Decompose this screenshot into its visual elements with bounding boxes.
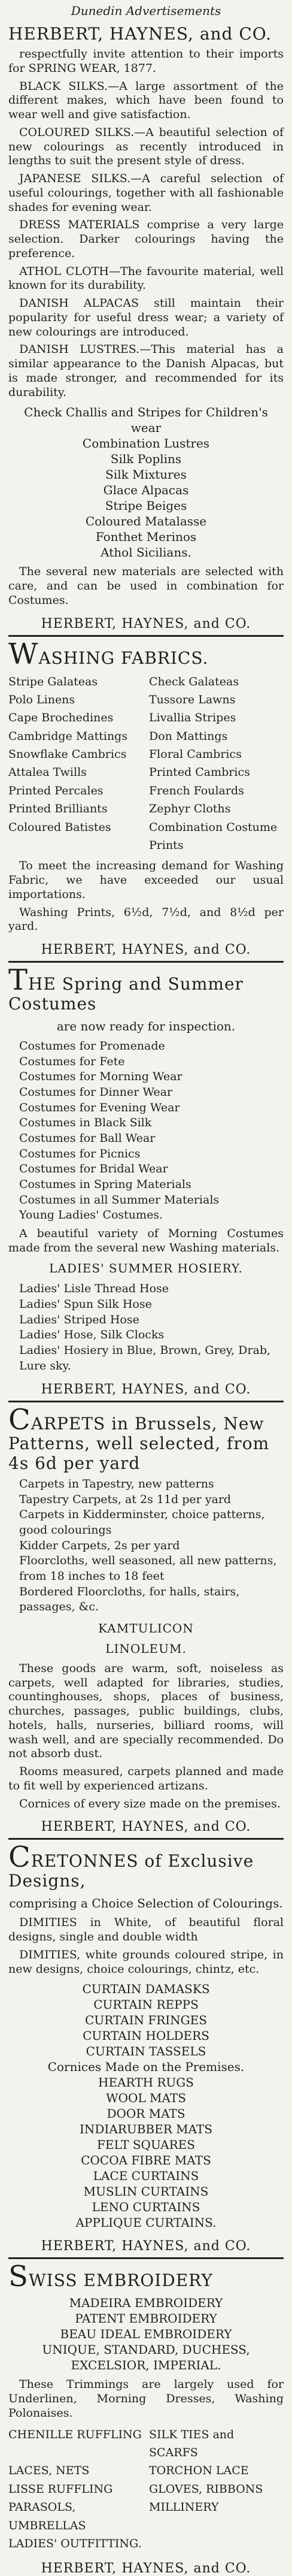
ad-3-firm: HERBERT, HAYNES, and CO. <box>41 1382 251 1398</box>
line: FELT SQUARES <box>97 2137 195 2152</box>
ad-3-title <box>8 963 284 1014</box>
ad-6-title <box>8 2260 284 2294</box>
line: Ladies' Hosiery in Blue, Brown, Grey, Drab, Lure sky. <box>19 1343 271 1372</box>
line: CURTAIN REPPS <box>93 1997 199 2012</box>
ad-1-paragraph: DANISH ALPACAS still maintain their popularity for useful dress wear; a variety of new colourings are introduced. <box>8 297 284 338</box>
divider <box>8 961 284 963</box>
line: Cornices Made on the Premises. <box>47 2060 245 2075</box>
ad-6-title-rest: WISS EMBROIDERY <box>28 2270 213 2291</box>
item: Floral Cambrics <box>149 748 242 761</box>
line: Ladies' Striped Hose <box>19 1313 139 1326</box>
line: MUSLIN CURTAINS <box>83 2184 209 2199</box>
item: Coloured Batistes <box>8 820 111 834</box>
line: COCOA FIBRE MATS <box>81 2153 211 2168</box>
ad-1-paragraph: DRESS MATERIALS comprise a very large selection. Darker colourings having the preference. <box>8 218 284 260</box>
ad-2-paragraph: Washing Prints, 6½d, 7½d, and 8½d per yard. <box>8 905 284 933</box>
line: Carpets in Tapestry, new patterns <box>19 1477 214 1491</box>
ad-6-paragraph: These Trimmings are largely used for Underlinen, Morning Dresses, Washing Polonaises. <box>8 2378 284 2420</box>
line: MADEIRA EMBROIDERY <box>69 2296 223 2311</box>
ad-4-paragraph: These goods are warm, soft, noiseless as carpets, well adapted for libraries, studies, countinghouses, shops, places of business, churches, passages, public buildings, clubs, hotels, halls, nurseries, billiard rooms, will wash well, and are specially recommended. Do not absorb dust. <box>8 1661 284 1761</box>
ad-1-paragraph: JAPANESE SILKS.—A careful selection of useful colourings, together with all fashionable shades for evening wear. <box>8 172 284 214</box>
ad-4-carpet-lines <box>8 1477 284 1615</box>
line: Costumes for Evening Wear <box>19 1100 180 1114</box>
line: Athol Sicilians. <box>101 545 191 560</box>
ad-3-subtitle: are now ready for inspection. <box>56 1019 236 1034</box>
ad-4-subhead-2: LINOLEUM. <box>105 1641 187 1656</box>
divider <box>8 1401 284 1402</box>
line: Check Challis and Stripes for Children's wear <box>24 405 268 436</box>
line: Coloured Matalasse <box>85 514 207 529</box>
divider <box>8 1838 284 1840</box>
item: Cambridge Mattings <box>8 729 128 743</box>
ad-1-title: HERBERT, HAYNES, and CO. <box>8 24 272 44</box>
ad-1-paragraphs <box>8 80 284 400</box>
line: Kidder Carpets, 2s per yard <box>19 1538 180 1552</box>
line: Costumes for Promenade <box>19 1039 165 1053</box>
item: Zephyr Cloths <box>149 802 231 816</box>
item: Tussore Lawns <box>149 693 236 706</box>
ad-5-lines <box>8 1981 284 2230</box>
line: Costumes for Picnics <box>19 1147 141 1160</box>
line: WOOL MATS <box>106 2091 186 2106</box>
ad-4-title-initial: C <box>8 1403 31 1437</box>
ad-1-center-lines <box>8 404 284 560</box>
ad-4-title <box>8 1403 284 1474</box>
line: CURTAIN DAMASKS <box>82 1982 210 1997</box>
line: Ladies' Spun Silk Hose <box>19 1297 152 1311</box>
item: Snowflake Cambrics <box>8 748 127 761</box>
ad-5-title <box>8 1840 284 1891</box>
line: Stripe Beiges <box>105 498 187 513</box>
line: Floorcloths, well seasoned, all new patterns, from 18 inches to 18 feet <box>19 1554 277 1583</box>
line: Silk Poplins <box>110 452 182 467</box>
line: LACE CURTAINS <box>93 2169 199 2184</box>
line: APPLIQUE CURTAINS. <box>75 2215 217 2230</box>
line: Silk Mixtures <box>105 467 187 482</box>
ad-1-paragraph: COLOURED SILKS.—A beautiful selection of new colourings as recently introduced in lengths to suit the present style of dress. <box>8 125 284 168</box>
line: Costumes in Black Silk <box>19 1116 152 1130</box>
item: Polo Linens <box>8 693 75 706</box>
ad-3 <box>0 963 292 1402</box>
divider <box>8 2257 284 2259</box>
item: Combination Costume Prints <box>149 820 278 852</box>
line: Costumes in Spring Materials <box>19 1177 191 1191</box>
item: LADIES' OUTFITTING. <box>8 2537 142 2551</box>
ad-4 <box>0 1403 292 1840</box>
item: LACES, NETS <box>8 2464 90 2478</box>
line: INDIARUBBER MATS <box>80 2122 212 2137</box>
item: SILK TIES and SCARFS <box>149 2427 235 2460</box>
item: Printed Brilliants <box>8 802 108 816</box>
left-column <box>8 673 143 855</box>
ad-2-title-initial: W <box>8 637 39 671</box>
ad-3-title-rest: HE Spring and Summer Costumes <box>8 974 244 1014</box>
ad-6-firm: HERBERT, HAYNES, and CO. <box>41 2561 251 2576</box>
item: French Foulards <box>149 784 244 797</box>
ad-3-paragraph: A beautiful variety of Morning Costumes made from the several new Washing materials. <box>8 1226 284 1254</box>
item: MILLINERY <box>149 2501 219 2514</box>
line: Ladies' Lisle Thread Hose <box>19 1282 169 1296</box>
line: DOOR MATS <box>107 2106 185 2121</box>
line: Fonthet Merinos <box>95 530 197 545</box>
ad-3-title-initial: T <box>8 963 29 997</box>
ad-5 <box>0 1840 292 2259</box>
line: Costumes for Bridal Wear <box>19 1162 168 1176</box>
ad-4-title-rest: ARPETS in Brussels, New Patterns, well selected, from 4s 6d per yard <box>8 1414 270 1474</box>
item: Don Mattings <box>149 729 228 743</box>
line: Tapestry Carpets, at 2s 11d per yard <box>19 1492 232 1506</box>
ad-6-title-initial: S <box>8 2260 29 2294</box>
ad-1 <box>0 24 292 637</box>
line: CURTAIN FRINGES <box>85 2013 207 2028</box>
line: BEAU IDEAL EMBROIDERY <box>60 2327 232 2342</box>
right-column <box>149 673 284 855</box>
item: Livallia Stripes <box>149 711 236 725</box>
ad-5-paragraph: DIMITIES, white grounds coloured stripe, in new designs, choice colourings, chintz, etc. <box>8 1948 284 1976</box>
ad-1-paragraph: DANISH LUSTRES.—This material has a similar appearance to the Danish Alpacas, but is made stronger, and recommended for its durability. <box>8 343 284 399</box>
ad-4-paragraph: Cornices of every size made on the premises. <box>19 1797 281 1810</box>
line: LENO CURTAINS <box>92 2200 200 2215</box>
line: Ladies' Hose, Silk Clocks <box>19 1328 165 1342</box>
ad-2-firm: HERBERT, HAYNES, and CO. <box>41 942 251 958</box>
item: GLOVES, RIBBONS <box>149 2482 263 2496</box>
ad-6-items <box>8 2426 284 2553</box>
item: Printed Percales <box>8 784 104 797</box>
ad-3-costume-lines <box>8 1039 284 1223</box>
ad-2-title-rest: ASHING FABRICS. <box>38 648 209 668</box>
item: LISSE RUFFLING <box>8 2482 113 2496</box>
ad-2-items <box>8 673 284 855</box>
line: EXCELSIOR, IMPERIAL. <box>71 2358 221 2373</box>
ad-4-subhead: KAMTULICON <box>98 1620 194 1635</box>
ad-2-title <box>8 637 284 671</box>
line: CURTAIN TASSELS <box>86 2044 206 2059</box>
item: Check Galateas <box>149 675 239 688</box>
item: Stripe Galateas <box>8 675 98 688</box>
line: PATENT EMBROIDERY <box>75 2311 217 2326</box>
ad-5-title-initial: C <box>8 1840 31 1874</box>
ad-1-intro: respectfully invite attention to their imports for SPRING WEAR, 1877. <box>8 47 284 75</box>
ad-4-paragraph: Rooms measured, carpets planned and made to fit well by experienced artizans. <box>8 1765 284 1792</box>
ad-5-firm: HERBERT, HAYNES, and CO. <box>41 2239 251 2254</box>
line: Costumes for Fete <box>19 1054 125 1068</box>
item: TORCHON LACE <box>149 2464 249 2478</box>
ad-3-subhead: LADIES' SUMMER HOSIERY. <box>49 1261 243 1276</box>
line: CURTAIN HOLDERS <box>83 2028 209 2043</box>
ad-6-lines <box>8 2295 284 2373</box>
item: Cape Brochedines <box>8 711 114 725</box>
ad-2 <box>0 637 292 963</box>
ad-1-paragraph: BLACK SILKS.—A large assortment of the different makes, which have been found to wear well and give satisfaction. <box>8 79 284 121</box>
line: Costumes for Ball Wear <box>19 1132 156 1145</box>
line: Young Ladies' Costumes. <box>19 1208 163 1222</box>
line: UNIQUE, STANDARD, DUCHESS, <box>42 2342 250 2357</box>
line: Costumes in all Summer Materials <box>19 1193 220 1207</box>
item: PARASOLS, UMBRELLAS <box>8 2501 86 2532</box>
ad-5-subtitle: comprising a Choice Selection of Colourings. <box>9 1896 283 1911</box>
item: Printed Cambrics <box>149 766 250 779</box>
ad-1-closing: The several new materials are selected with care, and can be used in combination for Costumes. <box>8 565 284 607</box>
line: HEARTH RUGS <box>98 2075 194 2090</box>
page-header: Dunedin Advertisements <box>71 4 221 18</box>
divider <box>8 635 284 637</box>
line: Bordered Floorcloths, for halls, stairs, passages, &c. <box>19 1585 240 1614</box>
line: Combination Lustres <box>82 436 210 451</box>
ad-4-firm: HERBERT, HAYNES, and CO. <box>41 1819 251 1835</box>
line: Carpets in Kidderminster, choice patterns, good colourings <box>19 1508 265 1537</box>
ad-5-paragraph: DIMITIES in White, of beautiful floral designs, single and double width <box>8 1916 284 1944</box>
item: Attalea Twills <box>8 766 87 779</box>
ad-3-hosiery <box>8 1281 284 1374</box>
line: Costumes for Morning Wear <box>19 1070 182 1084</box>
item: CHENILLE RUFFLING <box>8 2427 142 2441</box>
ad-6 <box>0 2260 292 2576</box>
line: Glace Alpacas <box>103 483 189 498</box>
ad-1-firm: HERBERT, HAYNES, and CO. <box>41 616 251 631</box>
ad-1-paragraph: ATHOL CLOTH—The favourite material, well known for its durability. <box>8 264 284 292</box>
ad-5-title-rest: RETONNES of Exclusive Designs, <box>8 1851 254 1891</box>
ad-2-paragraph: To meet the increasing demand for Washing Fabric, we have exceeded our usual importations. <box>8 859 284 901</box>
line: Costumes for Dinner Wear <box>19 1086 173 1099</box>
